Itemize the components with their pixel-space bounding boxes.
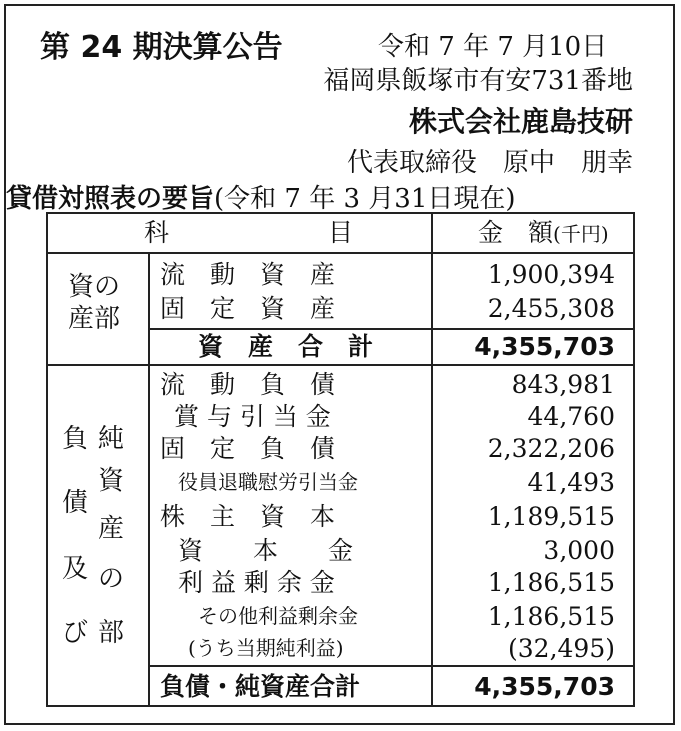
header-item-1: 科	[144, 218, 170, 247]
notice-date: 令和 7 年 7 月10日	[378, 32, 608, 62]
liab-row-label: 流 動 負 債	[160, 370, 336, 399]
assets-section-label-2: 産部	[68, 304, 121, 334]
representative: 代表取締役 原中 朋幸	[346, 148, 633, 178]
amount-column-line	[431, 214, 433, 705]
asset-row-value: 1,900,394	[487, 260, 615, 289]
label-column-line	[148, 252, 150, 705]
liab-section-label-left-1: 負	[62, 424, 89, 454]
header-divider	[48, 252, 633, 254]
equity-row-label: その他利益剰余金	[198, 604, 358, 628]
liab-row-value: 41,493	[527, 468, 615, 497]
company-address: 福岡県飯塚市有安731番地	[323, 66, 633, 96]
header-unit: (千円)	[553, 222, 609, 246]
balance-sheet-subtitle	[6, 178, 516, 215]
liab-section-label-right-1: 純	[98, 424, 125, 454]
liab-section-label-left-3: 及	[62, 554, 89, 584]
liab-section-label-right-3: 産	[98, 514, 125, 544]
liab-section-label-right-4: の	[98, 564, 125, 594]
asset-row-label: 流 動 資 産	[160, 260, 336, 289]
assets-subtotal-line	[148, 328, 633, 330]
liab-row-value: 2,322,206	[487, 434, 615, 463]
asset-row-value: 2,455,308	[487, 294, 615, 323]
equity-row-value: 1,189,515	[487, 502, 615, 531]
subtitle-main: 貸借対照表の要旨	[6, 184, 215, 214]
asset-row-label: 固 定 資 産	[160, 294, 336, 323]
assets-section-divider	[48, 364, 633, 366]
liab-row-label: 賞 与 引 当 金	[174, 402, 331, 431]
notice-title: 第 24 期決算公告	[40, 30, 283, 65]
liab-row-value: 843,981	[511, 370, 615, 399]
liab-row-value: 44,760	[527, 402, 615, 431]
liab-section-label-right-5: 部	[98, 618, 125, 648]
equity-row-value: 1,186,515	[487, 602, 615, 631]
equity-row-value: 3,000	[543, 536, 615, 565]
subtitle-date: (令和 7 年 3 月31日現在)	[214, 184, 516, 214]
liab-total-label: 負債・純資産合計	[160, 672, 361, 701]
assets-total-value: 4,355,703	[474, 332, 615, 361]
company-name: 株式会社鹿島技研	[408, 105, 633, 138]
equity-row-label: 利 益 剰 余 金	[178, 568, 335, 597]
liab-section-label-left-2: 債	[62, 488, 89, 518]
liab-row-label: 役員退職慰労引当金	[178, 470, 358, 494]
header-amount	[478, 220, 609, 245]
assets-section-label-1: 資の	[68, 272, 121, 302]
liab-section-label-right-2: 資	[98, 466, 125, 496]
liab-total-value: 4,355,703	[474, 672, 615, 701]
equity-row-value: 1,186,515	[487, 568, 615, 597]
header-item-2: 目	[328, 218, 354, 247]
equity-row-value: (32,495)	[508, 634, 615, 663]
liab-section-label-left-4: び	[62, 618, 89, 648]
assets-total-label: 資 産 合 計	[198, 332, 374, 361]
liab-row-label: 固 定 負 債	[160, 434, 336, 463]
equity-row-label: 資 本 金	[178, 536, 354, 565]
liab-total-line	[148, 665, 633, 667]
equity-row-label: (うち当期純利益)	[188, 636, 344, 660]
equity-row-label: 株 主 資 本	[160, 502, 336, 531]
balance-sheet-table	[46, 212, 635, 707]
header-amount-label: 金 額	[478, 218, 554, 247]
